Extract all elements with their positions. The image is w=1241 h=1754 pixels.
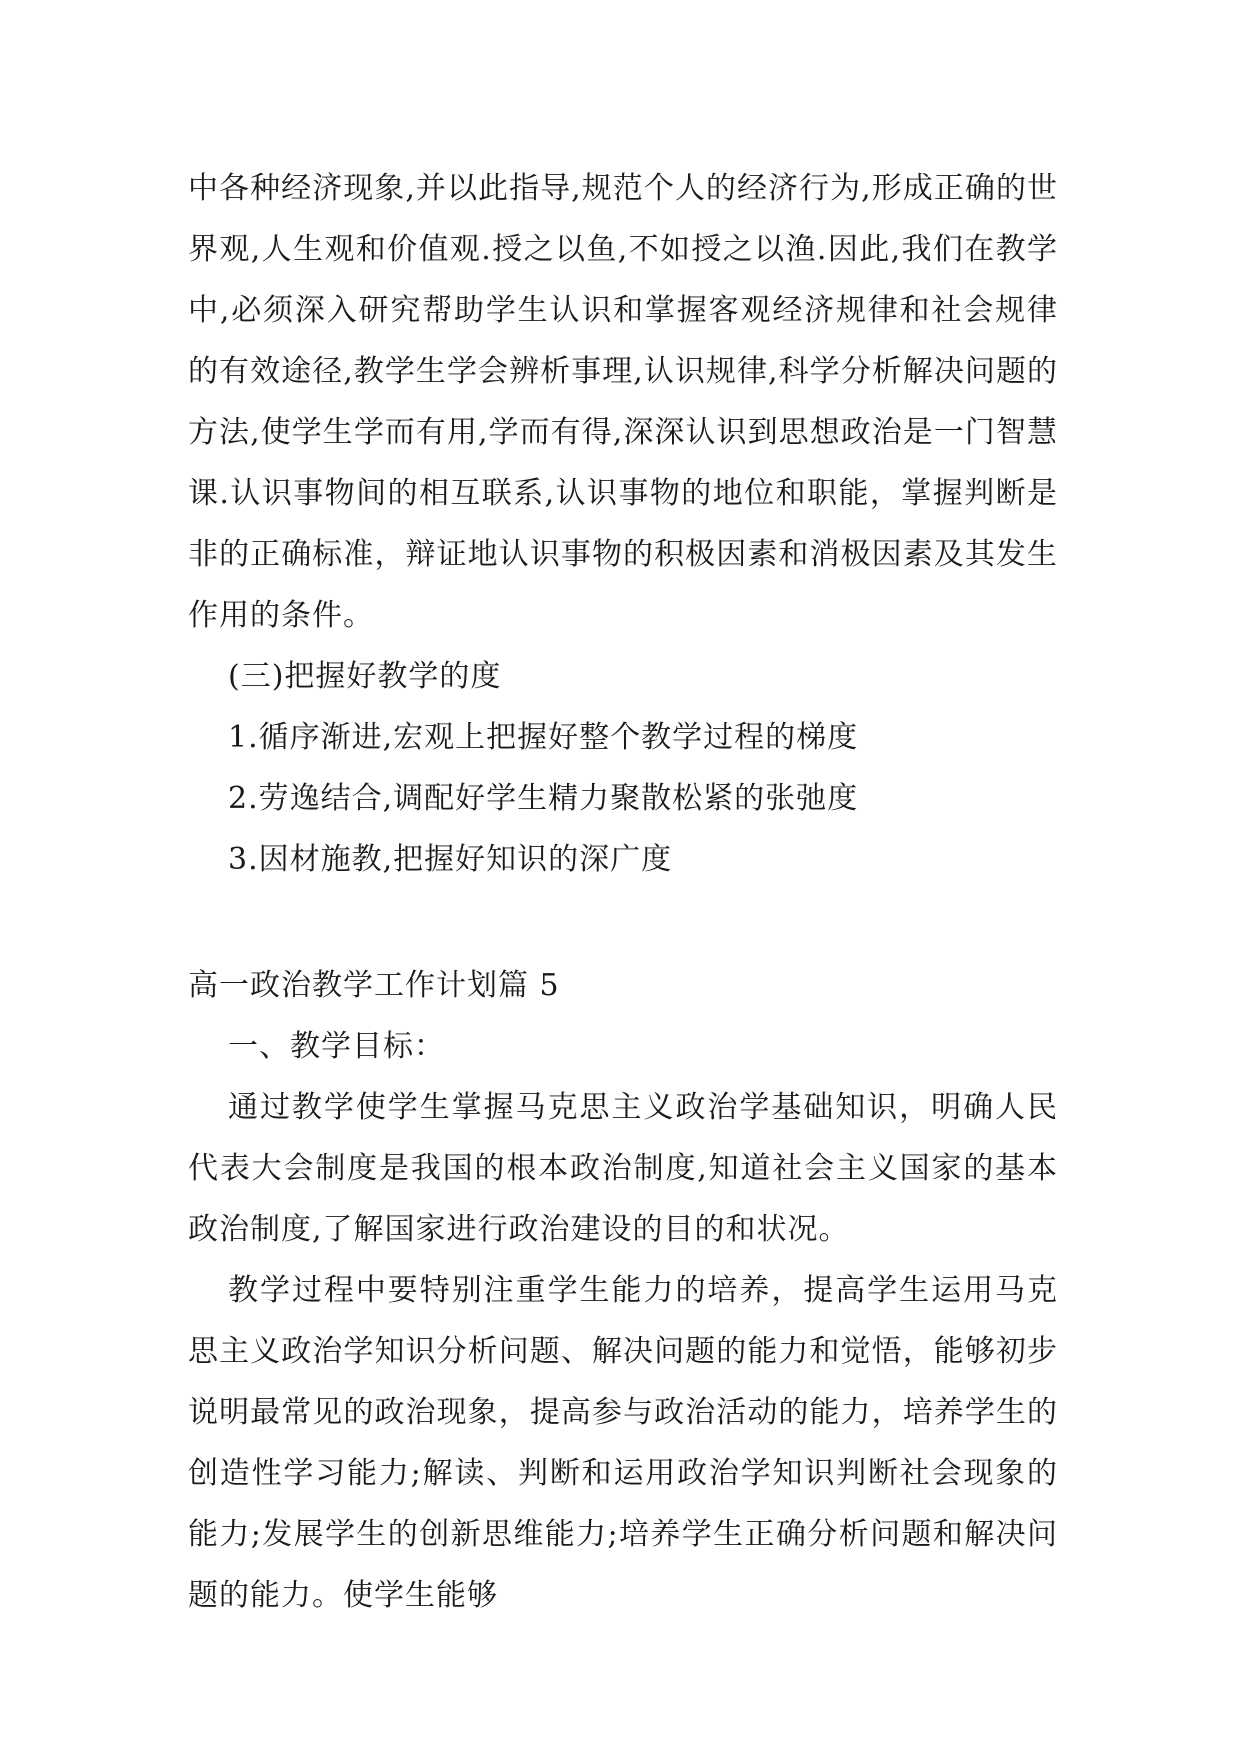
section-spacer xyxy=(188,890,1058,955)
section-three-title: (三)把握好教学的度 xyxy=(228,659,502,694)
list-item: 3.因材施教,把握好知识的深广度 xyxy=(228,842,673,877)
article-title: 高一政治教学工作计划篇 5 xyxy=(188,968,560,1003)
body-paragraph: 教学过程中要特别注重学生能力的培养，提高学生运用马克思主义政治学知识分析问题、解决问题的能力和觉悟，能够初步说明最常见的政治现象，提高参与政治活动的能力，培养学生的创造性学习能力;解读、判断和运用政治学知识判断社会现象的能力;发展学生的创新思维能力;培养学生正确分析问题和解决问题的能力。使学生能够 xyxy=(188,1273,1058,1613)
continuation-paragraph: 中各种经济现象,并以此指导,规范个人的经济行为,形成正确的世界观,人生观和价值观.授之以鱼,不如授之以渔.因此,我们在教学中,必须深入研究帮助学生认识和掌握客观经济规律和社会规律的有效途径,教学生学会辨析事理,认识规律,科学分析解决问题的方法,使学生学而有用,学而有得,深深认识到思想政治是一门智慧课.认识事物间的相互联系,认识事物的地位和职能，掌握判断是非的正确标准，辩证地认识事物的积极因素和消极因素及其发生作用的条件。 xyxy=(188,171,1058,633)
subheading: 一、教学目标： xyxy=(228,1029,445,1064)
document-body xyxy=(188,158,1058,1626)
list-item: 1.循序渐进,宏观上把握好整个教学过程的梯度 xyxy=(228,720,859,755)
body-paragraph: 通过教学使学生掌握马克思主义政治学基础知识，明确人民代表大会制度是我国的根本政治制度,知道社会主义国家的基本政治制度,了解国家进行政治建设的目的和状况。 xyxy=(188,1090,1058,1247)
list-item: 2.劳逸结合,调配好学生精力聚散松紧的张弛度 xyxy=(228,781,859,816)
